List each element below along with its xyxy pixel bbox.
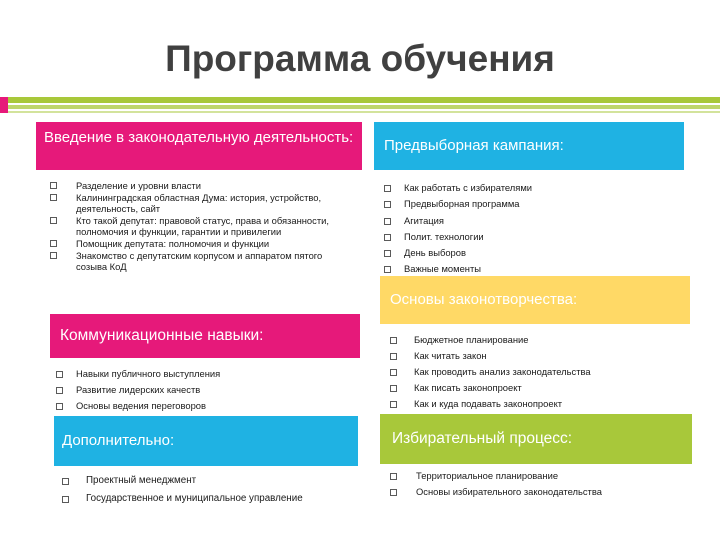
list-item-text: Агитация	[404, 214, 444, 226]
extra-heading-text: Дополнительно:	[62, 432, 175, 449]
list-item-text: Бюджетное планирование	[414, 334, 529, 345]
list-item-text: Основы избирательного законодательства	[416, 486, 602, 497]
list-item	[384, 229, 674, 245]
checkbox-bullet-icon	[56, 371, 63, 378]
list-item-text: Проектный менеджмент	[86, 475, 197, 486]
intro-list	[50, 180, 350, 273]
checkbox-bullet-icon	[390, 369, 397, 376]
comm-list	[56, 366, 356, 414]
list-item-text: День выборов	[404, 247, 466, 259]
campaign-heading	[374, 122, 684, 170]
comm-heading	[50, 314, 360, 358]
list-item	[56, 366, 356, 382]
list-item	[50, 238, 350, 250]
list-item-text: Калининградская областная Дума: история, устройство, деятельность, сайт	[76, 191, 322, 215]
extra-heading	[54, 416, 358, 466]
campaign-list	[384, 180, 674, 278]
checkbox-bullet-icon	[384, 234, 391, 241]
list-item-text: Навыки публичного выступления	[76, 368, 221, 379]
list-item	[390, 348, 690, 364]
list-item-text: Как проводить анализ законодательства	[414, 366, 591, 377]
list-item-text: Знакомство с депутатским корпусом и аппаратом пятого созыва КоД	[76, 249, 323, 273]
checkbox-bullet-icon	[50, 240, 57, 247]
intro-heading	[36, 122, 362, 170]
checkbox-bullet-icon	[390, 489, 397, 496]
list-item-text: Кто такой депутат: правовой статус, права и обязанности, полномочия и функции, гарантии и привилегии	[76, 214, 329, 238]
checkbox-bullet-icon	[390, 385, 397, 392]
list-item	[56, 382, 356, 398]
checkbox-bullet-icon	[390, 337, 397, 344]
checkbox-bullet-icon	[62, 478, 69, 485]
list-item-text: Государственное и муниципальное управление	[86, 493, 303, 504]
list-item	[56, 398, 356, 414]
list-item	[390, 332, 690, 348]
checkbox-bullet-icon	[384, 218, 391, 225]
checkbox-bullet-icon	[390, 473, 397, 480]
electoral-list	[390, 468, 700, 500]
campaign-heading-text: Предвыборная кампания:	[384, 137, 564, 154]
list-item	[62, 472, 362, 490]
list-item	[390, 484, 700, 500]
list-item	[384, 245, 674, 261]
checkbox-bullet-icon	[56, 403, 63, 410]
list-item-text: Как писать законопроект	[414, 382, 522, 393]
lawmaking-heading-text: Основы законотворчества:	[390, 291, 578, 308]
lawmaking-list	[390, 332, 690, 412]
checkbox-bullet-icon	[50, 217, 57, 224]
checkbox-bullet-icon	[390, 353, 397, 360]
list-item	[384, 180, 674, 196]
list-item	[390, 380, 690, 396]
checkbox-bullet-icon	[384, 266, 391, 273]
stripe-lime	[0, 97, 720, 103]
checkbox-bullet-icon	[384, 201, 391, 208]
list-item-text: Основы ведения переговоров	[76, 400, 206, 411]
list-item	[62, 490, 362, 508]
extra-list	[62, 472, 362, 508]
list-item	[50, 192, 350, 215]
checkbox-bullet-icon	[56, 387, 63, 394]
list-item-text: Разделение и уровни власти	[76, 180, 201, 191]
stripe-lime-thin	[0, 105, 720, 109]
list-item	[390, 364, 690, 380]
list-item-text: Территориальное планирование	[416, 470, 559, 481]
list-item-text: Помощник депутата: полномочия и функции	[76, 237, 270, 249]
list-item	[50, 180, 350, 192]
checkbox-bullet-icon	[50, 194, 57, 201]
checkbox-bullet-icon	[50, 182, 57, 189]
list-item-text: Развитие лидерских качеств	[76, 384, 201, 395]
electoral-heading	[380, 414, 692, 464]
list-item	[50, 250, 350, 273]
list-item	[384, 196, 674, 212]
list-item-text: Как и куда подавать законопроект	[414, 398, 563, 409]
stripe-accent	[0, 97, 8, 113]
checkbox-bullet-icon	[390, 401, 397, 408]
checkbox-bullet-icon	[384, 185, 391, 192]
checkbox-bullet-icon	[62, 496, 69, 503]
list-item	[384, 213, 674, 229]
list-item-text: Предвыборная программа	[404, 198, 520, 210]
list-item	[390, 468, 700, 484]
checkbox-bullet-icon	[384, 250, 391, 257]
comm-heading-text: Коммуникационные навыки:	[60, 327, 264, 344]
intro-heading-text: Введение в законодательную деятельность:	[44, 129, 354, 146]
list-item-text: Как работать с избирателями	[404, 182, 533, 193]
lawmaking-heading	[380, 276, 690, 324]
list-item	[50, 215, 350, 238]
list-item	[390, 396, 690, 412]
electoral-heading-text: Избирательный процесс:	[392, 430, 573, 447]
page-title: Программа обучения	[165, 38, 555, 79]
stripe-lime-hair	[0, 111, 720, 113]
list-item-text: Важные моменты	[404, 263, 482, 275]
checkbox-bullet-icon	[50, 252, 57, 259]
list-item-text: Полит. технологии	[404, 230, 484, 242]
list-item-text: Как читать закон	[414, 350, 487, 361]
